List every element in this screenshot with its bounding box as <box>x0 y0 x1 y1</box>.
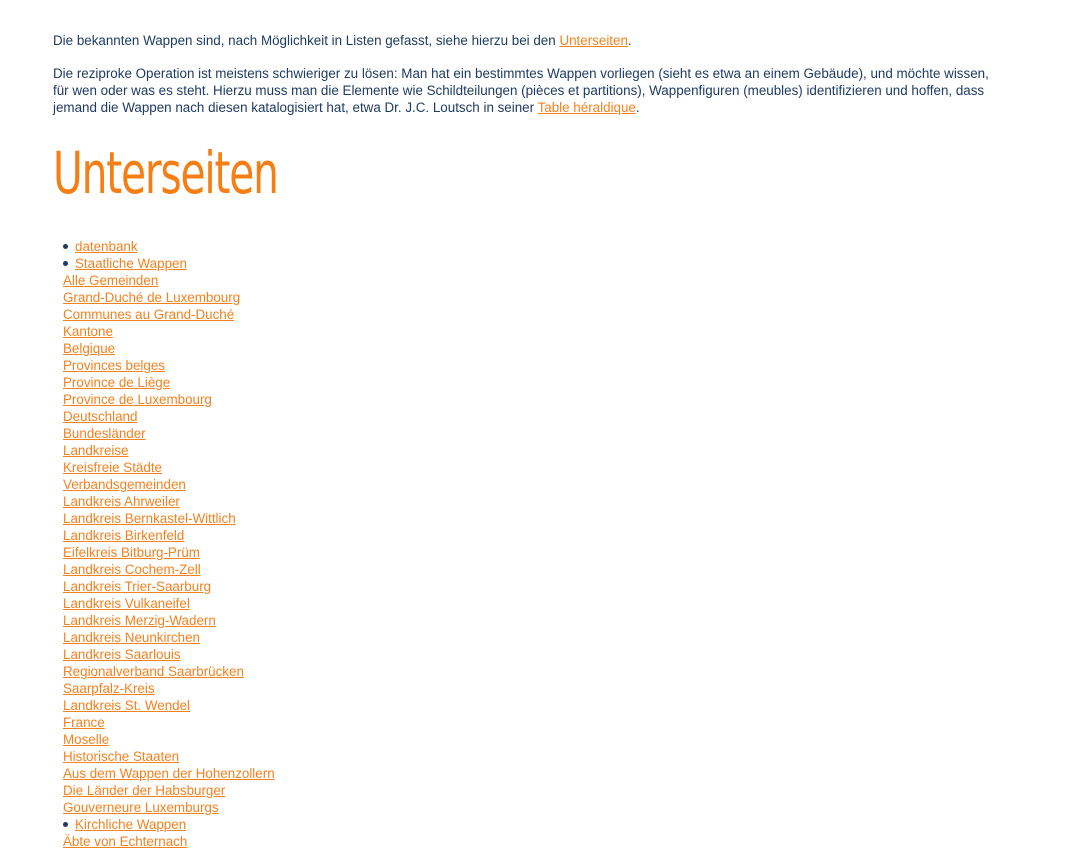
subpage-link[interactable]: Moselle <box>63 732 110 747</box>
subpage-link[interactable]: Grand-Duché de Luxembourg <box>63 290 241 305</box>
list-item <box>53 595 993 612</box>
list-item <box>53 714 993 731</box>
subpage-link[interactable]: Landkreis Cochem-Zell <box>63 562 201 577</box>
list-item <box>53 391 993 408</box>
list-item <box>53 578 993 595</box>
intro-text-2: Die reziproke Operation ist meistens schwieriger zu lösen: Man hat ein bestimmtes Wappen vorliegen (sieht es etwa an einem Gebäude), und möchte wissen, für wen oder was es steht. Hierzu muss man die Elemente wie Schildteilungen (pièces et partitions), Wappenfiguren (meubles) identifizieren und hoffen, dass jemand die Wappen nach diesen katalogisiert hat, etwa Dr. J.C. Loutsch in seiner <box>53 66 989 115</box>
list-item <box>53 272 993 289</box>
list-item <box>53 289 993 306</box>
list-item-bulleted <box>53 255 993 272</box>
intro-paragraph-2 <box>53 65 993 116</box>
subpage-link[interactable]: Aus dem Wappen der Hohenzollern <box>63 766 275 781</box>
list-item <box>53 323 993 340</box>
list-item <box>53 731 993 748</box>
list-item <box>53 799 993 816</box>
list-item <box>53 612 993 629</box>
subpage-link[interactable]: Province de Liège <box>63 375 171 390</box>
subpage-link[interactable]: Province de Luxembourg <box>63 392 212 407</box>
list-item <box>53 765 993 782</box>
subpage-link[interactable]: Eifelkreis Bitburg-Prüm <box>63 545 200 560</box>
subpage-link[interactable]: datenbank <box>75 239 138 254</box>
subpage-list <box>53 238 993 850</box>
subpage-link[interactable]: Belgique <box>63 341 116 356</box>
subpage-link[interactable]: Saarpfalz-Kreis <box>63 681 155 696</box>
subpage-link[interactable]: Landkreis Bernkastel-Wittlich <box>63 511 236 526</box>
subpage-link[interactable]: Staatliche Wappen <box>75 256 187 271</box>
subpage-link[interactable]: Die Länder der Habsburger <box>63 783 226 798</box>
intro-paragraph-1 <box>53 32 993 49</box>
list-item <box>53 476 993 493</box>
list-item <box>53 442 993 459</box>
subpage-link[interactable]: Landkreis Ahrweiler <box>63 494 180 509</box>
list-item <box>53 748 993 765</box>
subpage-link[interactable]: Kantone <box>63 324 113 339</box>
list-item <box>53 561 993 578</box>
list-item <box>53 544 993 561</box>
list-item <box>53 697 993 714</box>
list-item <box>53 782 993 799</box>
subpage-link[interactable]: Historische Staaten <box>63 749 180 764</box>
list-item <box>53 646 993 663</box>
table-heraldique-link[interactable]: Table héraldique <box>537 100 636 115</box>
subpage-link[interactable]: France <box>63 715 105 730</box>
list-item <box>53 629 993 646</box>
list-item <box>53 357 993 374</box>
subpage-link[interactable]: Provinces belges <box>63 358 165 373</box>
list-item <box>53 425 993 442</box>
list-item <box>53 663 993 680</box>
subpage-link[interactable]: Landkreis Trier-Saarburg <box>63 579 212 594</box>
subpage-link[interactable]: Deutschland <box>63 409 138 424</box>
subpage-link[interactable]: Äbte von Echternach <box>63 834 188 849</box>
subpage-link[interactable]: Gouverneure Luxemburgs <box>63 800 219 815</box>
subpage-link[interactable]: Regionalverband Saarbrücken <box>63 664 244 679</box>
list-item <box>53 833 993 850</box>
list-item <box>53 340 993 357</box>
subpage-link[interactable]: Landkreise <box>63 443 129 458</box>
list-item <box>53 680 993 697</box>
subpage-link[interactable]: Landkreis Birkenfeld <box>63 528 185 543</box>
list-item <box>53 374 993 391</box>
subpage-link[interactable]: Landkreis Merzig-Wadern <box>63 613 216 628</box>
subpage-link[interactable]: Bundesländer <box>63 426 146 441</box>
list-item-bulleted <box>53 238 993 255</box>
subpage-link[interactable]: Landkreis Saarlouis <box>63 647 181 662</box>
subpage-link[interactable]: Kreisfreie Städte <box>63 460 162 475</box>
list-item <box>53 459 993 476</box>
subpage-link[interactable]: Landkreis Neunkirchen <box>63 630 200 645</box>
list-item <box>53 510 993 527</box>
page-heading: Unterseiten <box>53 139 278 207</box>
list-item <box>53 527 993 544</box>
subpage-link[interactable]: Landkreis Vulkaneifel <box>63 596 190 611</box>
subpage-link[interactable]: Landkreis St. Wendel <box>63 698 191 713</box>
intro-end-2: . <box>635 100 640 115</box>
list-item <box>53 408 993 425</box>
subpage-link[interactable]: Kirchliche Wappen <box>75 817 187 832</box>
intro-text-1: Die bekannten Wappen sind, nach Möglichkeit in Listen gefasst, siehe hierzu bei den <box>53 33 560 48</box>
subpage-link[interactable]: Communes au Grand-Duché <box>63 307 235 322</box>
list-item <box>53 306 993 323</box>
list-item <box>53 493 993 510</box>
subpage-link[interactable]: Alle Gemeinden <box>63 273 159 288</box>
intro-end-1: . <box>627 33 632 48</box>
subpage-link[interactable]: Verbandsgemeinden <box>63 477 186 492</box>
intro-section <box>53 32 993 116</box>
unterseiten-link[interactable]: Unterseiten <box>559 33 628 48</box>
list-item-bulleted <box>53 816 993 833</box>
